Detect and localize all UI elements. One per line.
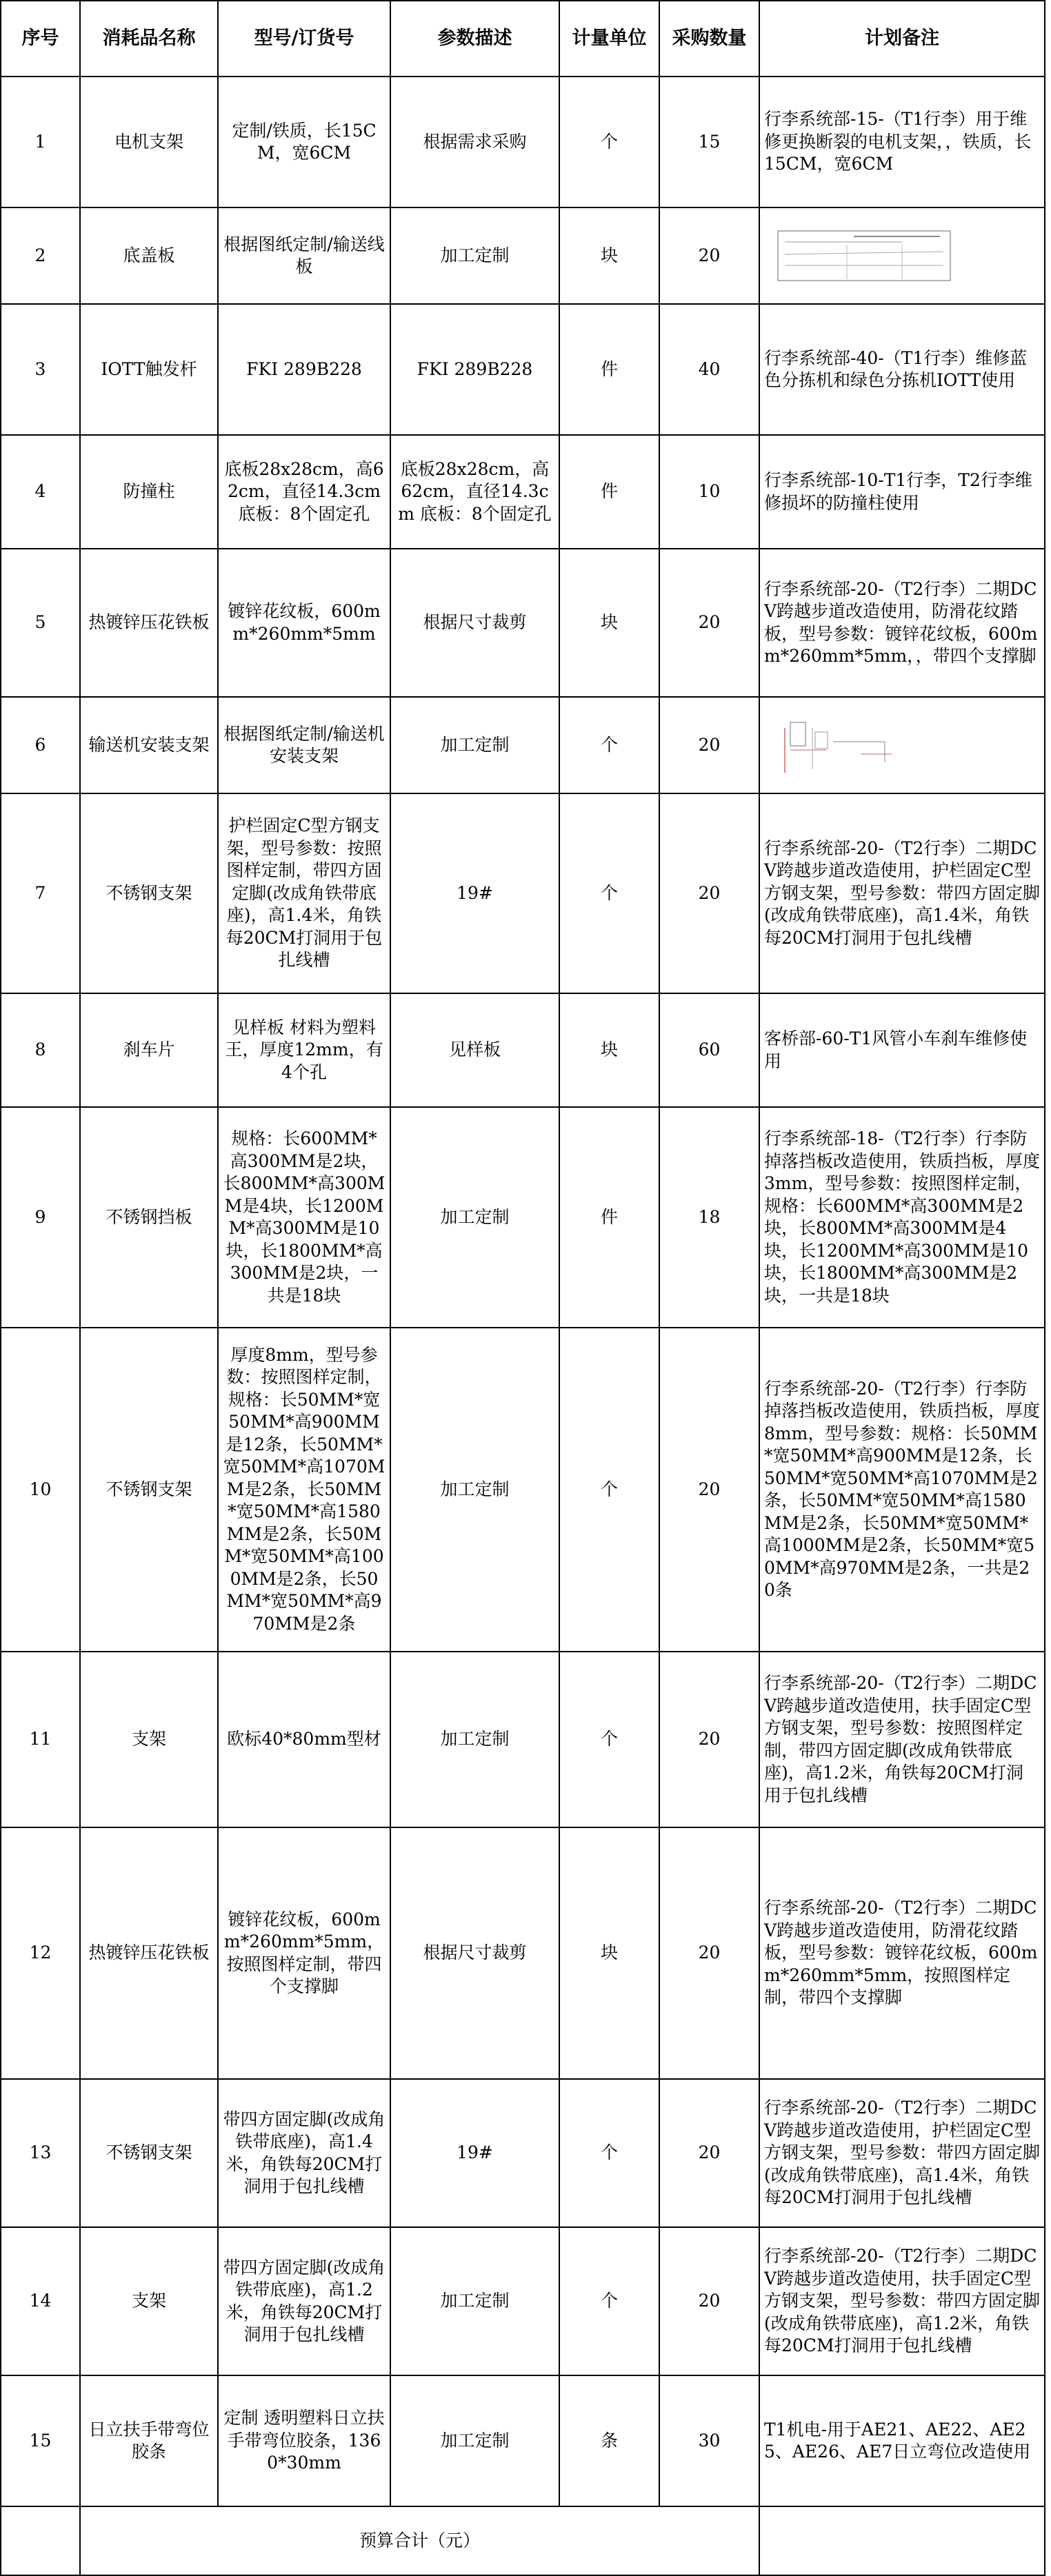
cell-remarks: 行李系统部-18-（T2行李）行李防掉落挡板改造使用，铁质挡板，厚度3mm，型号参数：按照图样定制，规格：长600MM*高300MM是2块，长800MM*高300MM是4块，长1200MM*高300MM是10块，长1800MM*高300MM是2块，一共是18块: [759, 1107, 1045, 1328]
cell-description: 底板28x28cm，高62cm，直径14.3cm 底板：8个固定孔: [390, 435, 559, 549]
cell-remarks: 行李系统部-20-（T2行李）二期DCV跨越步道改造使用，防滑花纹踏板，型号参数：镀锌花纹板，600mm*260mm*5mm，，带四个支撑脚: [759, 549, 1045, 697]
cell-quantity: 30: [659, 2375, 759, 2506]
cell-model: 定制 透明塑料日立扶手带弯位胶条，1360*30mm: [218, 2375, 390, 2506]
cell-model: 规格：长600MM*高300MM是2块，长800MM*高300MM是4块，长1200MM*高300MM是10块，长1800MM*高300MM是2块，一共是18块: [218, 1107, 390, 1328]
cell-model: 护栏固定C型方钢支架，型号参数：按照图样定制，带四方固定脚(改成角铁带底座)，高1.4米，角铁每20CM打洞用于包扎线槽: [218, 793, 390, 993]
cell-index: 13: [1, 2079, 80, 2227]
cell-remarks: 行李系统部-20-（T2行李）二期DCV跨越步道改造使用，扶手固定C型方钢支架，型号参数：带四方固定脚(改成角铁带底座)，高1.2米，角铁每20CM打洞用于包扎线槽: [759, 2227, 1045, 2375]
cell-unit: 块: [559, 993, 659, 1107]
cell-quantity: 20: [659, 1328, 759, 1652]
cell-item-name: 支架: [80, 1652, 218, 1827]
cell-index: 1: [1, 77, 80, 207]
cell-index: 11: [1, 1652, 80, 1827]
cell-index: 6: [1, 697, 80, 793]
cell-remarks: 行李系统部-20-（T2行李）行李防掉落挡板改造使用，铁质挡板，厚度8mm，型号参数：规格：长50MM*宽50MM*高900MM是12条，长50MM*宽50MM*高1070MM是2条，长50MM*宽50MM*高1580MM是2条，长50MM*宽50MM*高1000MM是2条，长50MM*宽50MM*高970MM是2条，一共是20条: [759, 1328, 1045, 1652]
cell-description: 加工定制: [390, 1107, 559, 1328]
cell-item-name: 底盖板: [80, 207, 218, 304]
cell-model: 定制/铁质，长15CM，宽6CM: [218, 77, 390, 207]
table-row: [1, 1827, 1045, 2079]
cell-item-name: 防撞柱: [80, 435, 218, 549]
header-quantity: 采购数量: [659, 1, 759, 77]
budget-total-label: 预算合计（元）: [80, 2506, 759, 2575]
cell-item-name: IOTT触发杆: [80, 304, 218, 435]
cell-index: 4: [1, 435, 80, 549]
cell-index: 14: [1, 2227, 80, 2375]
cell-quantity: 20: [659, 549, 759, 697]
cell-index: 3: [1, 304, 80, 435]
cell-remarks: 行李系统部-10-T1行李，T2行李维修损坏的防撞柱使用: [759, 435, 1045, 549]
cell-unit: 块: [559, 549, 659, 697]
cell-quantity: 20: [659, 1827, 759, 2079]
table-row: [1, 549, 1045, 697]
cell-description: 19#: [390, 2079, 559, 2227]
cell-description: 根据尺寸裁剪: [390, 1827, 559, 2079]
table-row: [1, 207, 1045, 304]
header-name: 消耗品名称: [80, 1, 218, 77]
cover-plate-drawing-image: [764, 221, 957, 290]
cell-unit: 个: [559, 2227, 659, 2375]
cell-item-name: 刹车片: [80, 993, 218, 1107]
cell-description: 加工定制: [390, 2375, 559, 2506]
header-description: 参数描述: [390, 1, 559, 77]
cell-model: 欧标40*80mm型材: [218, 1652, 390, 1827]
budget-total-row: [1, 2506, 1045, 2575]
table-row: [1, 2079, 1045, 2227]
cell-description: 加工定制: [390, 1652, 559, 1827]
cell-model: 镀锌花纹板，600mm*260mm*5mm: [218, 549, 390, 697]
table-row: [1, 1107, 1045, 1328]
cell-item-name: 热镀锌压花铁板: [80, 549, 218, 697]
cell-index: 8: [1, 993, 80, 1107]
cell-remarks: 客桥部-60-T1风管小车刹车维修使用: [759, 993, 1045, 1107]
cell-description: 加工定制: [390, 1328, 559, 1652]
cell-description: 见样板: [390, 993, 559, 1107]
header-remarks: 计划备注: [759, 1, 1045, 77]
table-row: [1, 304, 1045, 435]
cell-item-name: 热镀锌压花铁板: [80, 1827, 218, 2079]
cell-unit: 个: [559, 77, 659, 207]
cell-quantity: 10: [659, 435, 759, 549]
cell-quantity: 20: [659, 697, 759, 793]
cell-unit: 件: [559, 1107, 659, 1328]
header-unit: 计量单位: [559, 1, 659, 77]
cell-remarks: 行李系统部-15-（T1行李）用于维修更换断裂的电机支架，，铁质，长15CM，宽6CM: [759, 77, 1045, 207]
cell-model: 镀锌花纹板，600mm*260mm*5mm，按照图样定制，带四个支撑脚: [218, 1827, 390, 2079]
cell-model: 带四方固定脚(改成角铁带底座)，高1.2米，角铁每20CM打洞用于包扎线槽: [218, 2227, 390, 2375]
header-model: 型号/订货号: [218, 1, 390, 77]
cell-description: 19#: [390, 793, 559, 993]
cell-unit: 个: [559, 2079, 659, 2227]
cell-item-name: 日立扶手带弯位胶条: [80, 2375, 218, 2506]
cell-item-name: 支架: [80, 2227, 218, 2375]
cell-item-name: 不锈钢支架: [80, 1328, 218, 1652]
cell-remarks: 行李系统部-40-（T1行李）维修蓝色分拣机和绿色分拣机IOTT使用: [759, 304, 1045, 435]
cell-unit: 个: [559, 793, 659, 993]
cell-index: 9: [1, 1107, 80, 1328]
budget-total-blank: [1, 2506, 80, 2575]
cell-description: 加工定制: [390, 697, 559, 793]
table-row: [1, 435, 1045, 549]
cell-quantity: 60: [659, 993, 759, 1107]
cell-remarks: 行李系统部-20-（T2行李）二期DCV跨越步道改造使用，扶手固定C型方钢支架，型号参数：按照图样定制，带四方固定脚(改成角铁带底座)，高1.2米，角铁每20CM打洞用于包扎线槽: [759, 1652, 1045, 1827]
header-row: [1, 1, 1045, 77]
header-index: 序号: [1, 1, 80, 77]
cell-quantity: 40: [659, 304, 759, 435]
cell-quantity: 20: [659, 2227, 759, 2375]
cell-item-name: 电机支架: [80, 77, 218, 207]
cell-quantity: 18: [659, 1107, 759, 1328]
cell-unit: 个: [559, 1328, 659, 1652]
cell-description: 根据尺寸裁剪: [390, 549, 559, 697]
cell-description: 加工定制: [390, 2227, 559, 2375]
cell-unit: 个: [559, 1652, 659, 1827]
cell-unit: 件: [559, 304, 659, 435]
cell-model: 带四方固定脚(改成角铁带底座)，高1.4米，角铁每20CM打洞用于包扎线槽: [218, 2079, 390, 2227]
cell-unit: 块: [559, 1827, 659, 2079]
cell-model: 厚度8mm，型号参数：按照图样定制，规格：长50MM*宽50MM*高900MM是12条，长50MM*宽50MM*高1070MM是2条，长50MM*宽50MM*高1580MM是2条，长50MM*宽50MM*高1000MM是2条，长50MM*宽50MM*高970MM是2条: [218, 1328, 390, 1652]
cell-quantity: 20: [659, 1652, 759, 1827]
cell-item-name: 不锈钢挡板: [80, 1107, 218, 1328]
table-row: [1, 993, 1045, 1107]
cell-remarks: [759, 697, 1045, 793]
cell-model: 底板28x28cm，高62cm，直径14.3cm 底板：8个固定孔: [218, 435, 390, 549]
cell-model: 根据图纸定制/输送机安装支架: [218, 697, 390, 793]
table-row: [1, 697, 1045, 793]
cell-index: 7: [1, 793, 80, 993]
cell-quantity: 20: [659, 2079, 759, 2227]
cell-unit: 个: [559, 697, 659, 793]
cell-remarks: [759, 207, 1045, 304]
table-row: [1, 2227, 1045, 2375]
table-row: [1, 2375, 1045, 2506]
cell-description: FKI 289B228: [390, 304, 559, 435]
cell-unit: 条: [559, 2375, 659, 2506]
cell-model: FKI 289B228: [218, 304, 390, 435]
cell-quantity: 20: [659, 793, 759, 993]
cell-remarks: 行李系统部-20-（T2行李）二期DCV跨越步道改造使用，护栏固定C型方钢支架，型号参数：带四方固定脚(改成角铁带底座)，高1.4米，角铁每20CM打洞用于包扎线槽: [759, 793, 1045, 993]
cell-remarks: 行李系统部-20-（T2行李）二期DCV跨越步道改造使用，护栏固定C型方钢支架，型号参数：带四方固定脚(改成角铁带底座)，高1.4米，角铁每20CM打洞用于包扎线槽: [759, 2079, 1045, 2227]
cell-remarks: T1机电-用于AE21、AE22、AE25、AE26、AE7日立弯位改造使用: [759, 2375, 1045, 2506]
cell-item-name: 输送机安装支架: [80, 697, 218, 793]
budget-total-value: [759, 2506, 1045, 2575]
cell-model: 见样板 材料为塑料王，厚度12mm，有4个孔: [218, 993, 390, 1107]
cell-unit: 件: [559, 435, 659, 549]
cell-index: 5: [1, 549, 80, 697]
cell-unit: 块: [559, 207, 659, 304]
conveyor-bracket-drawing-image: [764, 707, 957, 783]
table-row: [1, 793, 1045, 993]
cell-description: 加工定制: [390, 207, 559, 304]
table-row: [1, 1652, 1045, 1827]
table-row: [1, 77, 1045, 207]
cell-remarks: 行李系统部-20-（T2行李）二期DCV跨越步道改造使用，防滑花纹踏板，型号参数：镀锌花纹板，600mm*260mm*5mm，按照图样定制，带四个支撑脚: [759, 1827, 1045, 2079]
cell-item-name: 不锈钢支架: [80, 793, 218, 993]
cell-description: 根据需求采购: [390, 77, 559, 207]
cell-model: 根据图纸定制/输送线板: [218, 207, 390, 304]
cell-index: 10: [1, 1328, 80, 1652]
cell-index: 2: [1, 207, 80, 304]
cell-index: 15: [1, 2375, 80, 2506]
table-row: [1, 1328, 1045, 1652]
cell-quantity: 20: [659, 207, 759, 304]
cell-index: 12: [1, 1827, 80, 2079]
cell-quantity: 15: [659, 77, 759, 207]
cell-item-name: 不锈钢支架: [80, 2079, 218, 2227]
